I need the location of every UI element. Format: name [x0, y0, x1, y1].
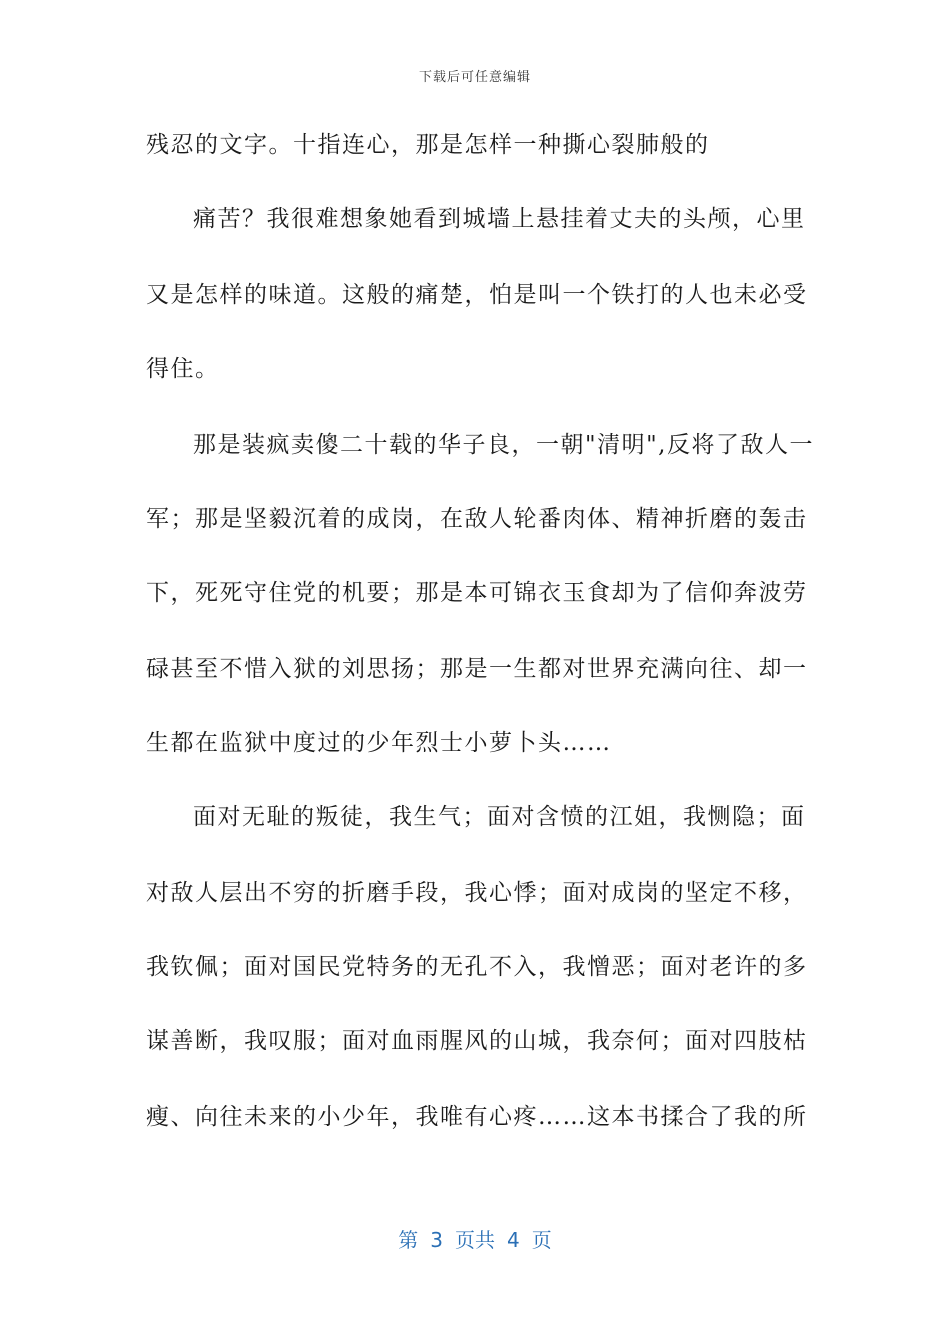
text-line: 面对无耻的叛徒，我生气；面对含愤的江姐，我恻隐；面 [193, 804, 806, 830]
page-suffix: 页 [531, 1228, 552, 1252]
page-prefix: 第 [398, 1228, 419, 1252]
page-total: 4 [507, 1228, 520, 1252]
header-note: 下载后可任意编辑 [418, 70, 531, 85]
text-line: 下，死死守住党的机要；那是本可锦衣玉食却为了信仰奔波劳 [146, 580, 808, 606]
text-line: 碌甚至不惜入狱的刘思扬；那是一生都对世界充满向往、却一 [146, 656, 808, 682]
text-line: 生都在监狱中度过的少年烈士小萝卜头…… [146, 730, 612, 756]
page-number-footer [0, 1224, 950, 1253]
text-line: 谋善断，我叹服；面对血雨腥风的山城，我奈何；面对四肢枯 [146, 1028, 808, 1054]
text-line: 瘦、向往未来的小少年，我唯有心疼……这本书揉合了我的所 [146, 1104, 808, 1130]
text-line: 军；那是坚毅沉着的成岗，在敌人轮番肉体、精神折磨的轰击 [146, 506, 808, 532]
text-line: 得住。 [146, 356, 220, 382]
text-line: 那是装疯卖傻二十载的华子良，一朝"清明",反将了敌人一 [193, 432, 814, 458]
page-mid: 页共 [455, 1228, 495, 1252]
text-line: 我钦佩；面对国民党特务的无孔不入，我憎恶；面对老许的多 [146, 954, 808, 980]
page-current: 3 [430, 1228, 443, 1252]
text-line: 又是怎样的味道。这般的痛楚，怕是叫一个铁打的人也未必受 [146, 282, 808, 308]
text-line: 对敌人层出不穷的折磨手段，我心悸；面对成岗的坚定不移， [146, 880, 808, 906]
text-line: 痛苦？我很难想象她看到城墙上悬挂着丈夫的头颅，心里 [193, 206, 806, 232]
text-line: 残忍的文字。十指连心，那是怎样一种撕心裂肺般的 [146, 132, 710, 158]
